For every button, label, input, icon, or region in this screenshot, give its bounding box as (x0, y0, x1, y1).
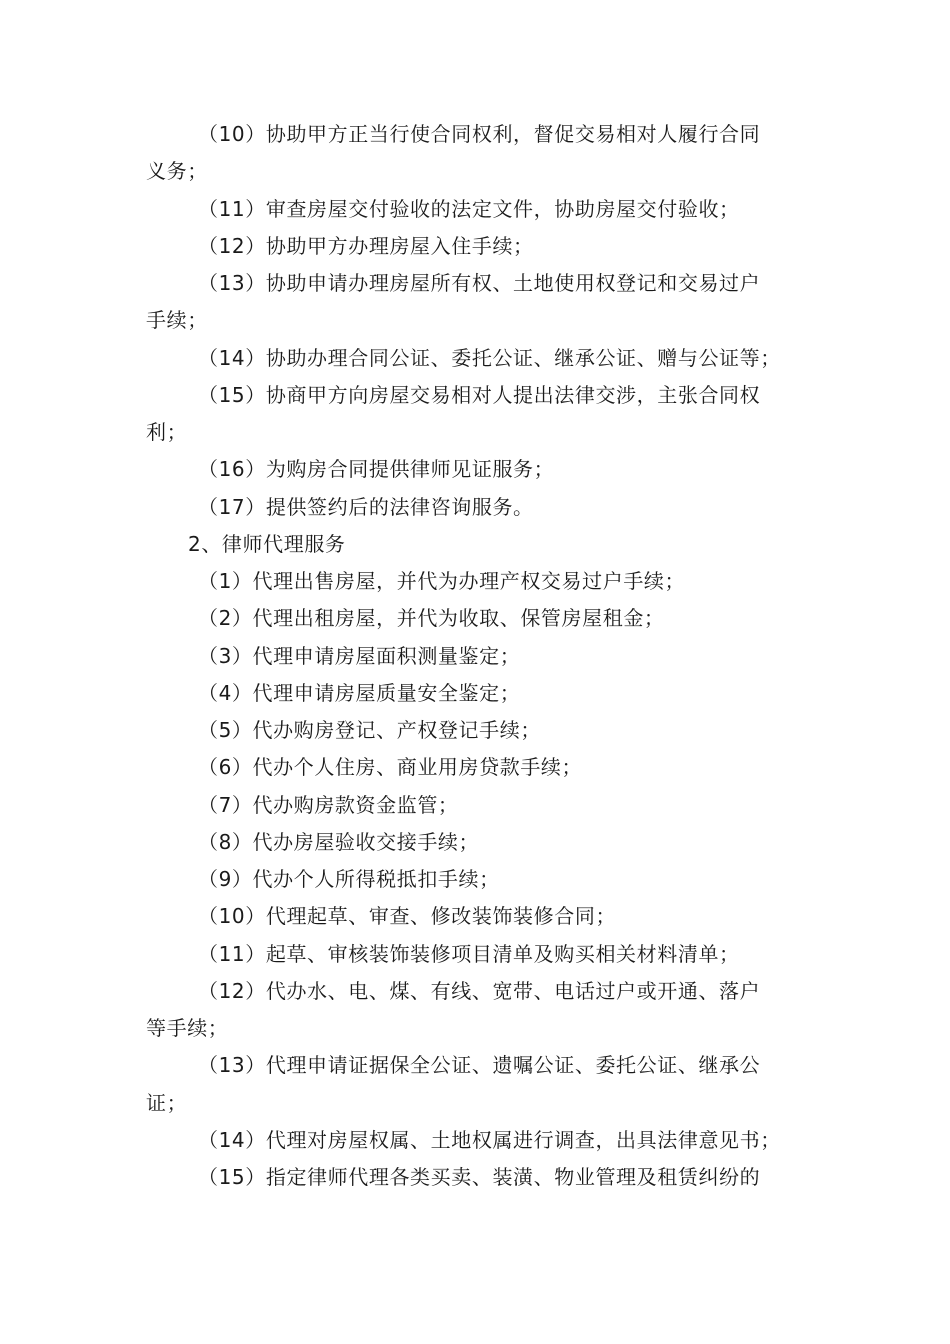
text-line: （4）代理申请房屋质量安全鉴定； (198, 680, 521, 705)
section-heading: 2、律师代理服务 (188, 531, 346, 556)
text-line: （9）代办个人所得税抵扣手续； (198, 867, 500, 891)
text-line: 利； (146, 420, 188, 444)
text-line: （7）代办购房款资金监管； (198, 792, 459, 817)
text-line: 手续； (146, 308, 208, 333)
text-line: （8）代办房屋验收交接手续； (198, 829, 480, 854)
text-line: （12）协助甲方办理房屋入住手续； (198, 233, 534, 258)
text-line: （16）为购房合同提供律师见证服务； (198, 457, 555, 482)
text-line: （5）代办购房登记、产权登记手续； (198, 718, 541, 742)
text-line: （11）起草、审核装饰装修项目清单及购买相关材料清单； (198, 941, 740, 966)
text-line: （10）代理起草、审查、修改装饰装修合同； (198, 904, 617, 929)
document-body (146, 116, 808, 1196)
text-line: 等手续； (146, 1016, 229, 1040)
text-line: （1）代理出售房屋，并代为办理产权交易过户手续； (198, 569, 686, 593)
text-line: （13）协助申请办理房屋所有权、土地使用权登记和交易过户 (198, 271, 761, 295)
text-line: （15）指定律师代理各类买卖、装潢、物业管理及租赁纠纷的 (198, 1165, 761, 1189)
text-line: （14）代理对房屋权属、土地权属进行调查，出具法律意见书； (198, 1127, 781, 1152)
text-line: 证； (146, 1090, 188, 1115)
text-line: （6）代办个人住房、商业用房贷款手续； (198, 755, 583, 780)
text-line: 义务； (146, 159, 208, 184)
text-line: （2）代理出租房屋，并代为收取、保管房屋租金； (198, 606, 665, 631)
text-line: （14）协助办理合同公证、委托公证、继承公证、赠与公证等； (198, 345, 781, 370)
text-line: （11）审查房屋交付验收的法定文件，协助房屋交付验收； (198, 196, 740, 221)
text-line: （10）协助甲方正当行使合同权利，督促交易相对人履行合同 (198, 122, 761, 146)
text-line: （12）代办水、电、煤、有线、宽带、电话过户或开通、落户 (198, 978, 761, 1003)
text-line: （17）提供签约后的法律咨询服务。 (198, 494, 534, 519)
text-line: （3）代理申请房屋面积测量鉴定； (198, 643, 521, 668)
text-line: （13）代理申请证据保全公证、遗嘱公证、委托公证、继承公 (198, 1053, 761, 1078)
text-line: （15）协商甲方向房屋交易相对人提出法律交涉，主张合同权 (198, 382, 761, 407)
